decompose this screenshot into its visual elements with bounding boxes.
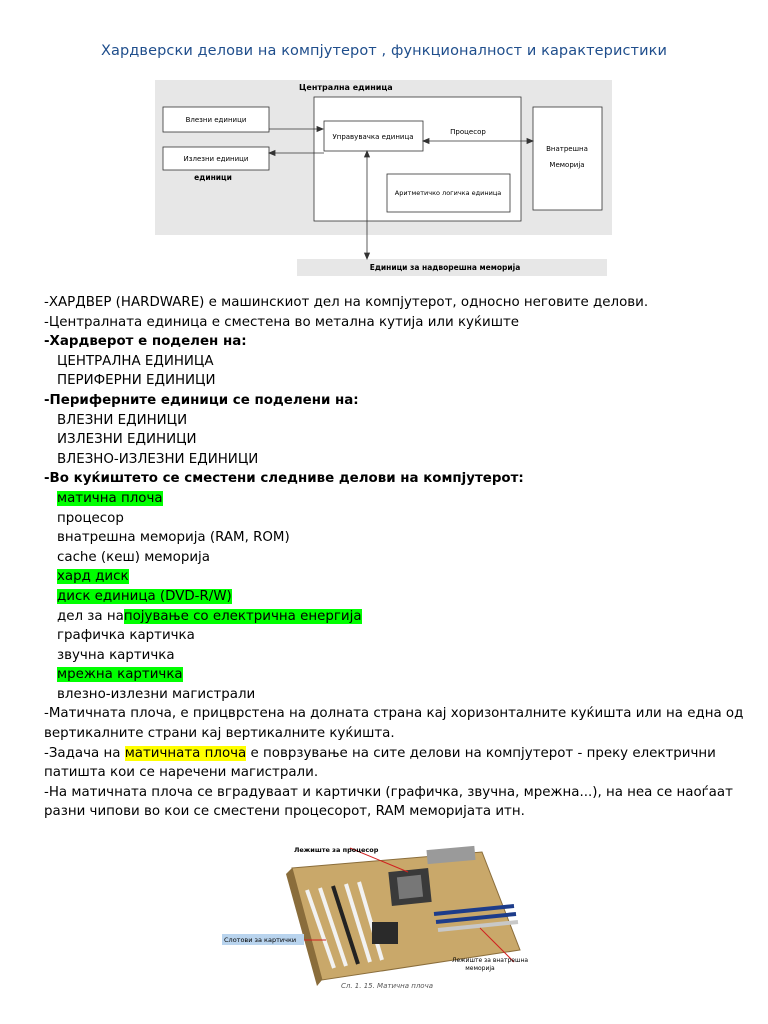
list-item: звучна картичка [57, 647, 175, 663]
list-item: ВЛЕЗНИ ЕДИНИЦИ [57, 412, 188, 428]
slots-label: Слотови за картички [224, 936, 297, 944]
paragraph: -ХАРДВЕР (HARDWARE) е машинскиот дел на компјутерот, односно неговите делови. [44, 295, 649, 310]
list-item [44, 489, 756, 509]
paragraph: -На матичната плоча се вградуваат и картички (графичка, звучна, мрежна...), на неа се наоѓаат разни чипови во кои се сместени процесорот, RAM меморијата итн. [44, 784, 733, 820]
control-unit-label: Управувачка единица [332, 133, 414, 141]
section-heading: -Периферните единици се поделени на: [44, 392, 359, 408]
output-units-label: Излезни единици [183, 155, 249, 163]
chipset [372, 922, 398, 944]
list-item [44, 587, 756, 607]
list-item-text: дел за на [57, 608, 124, 624]
paragraph-text: -Задача на [44, 745, 125, 761]
paragraph-text: е поврзување на сите делови на компјутерот - преку електрични патишта кои се наречени магистрали. [44, 745, 716, 781]
highlighted-text: појување со електрична енергија [123, 608, 362, 624]
section-heading: -Хардверот е поделен на: [44, 334, 247, 350]
list-item: графичка картичка [57, 628, 195, 644]
internal-memory-label-1: Внатрешна [546, 145, 588, 153]
paragraph: -Централната единица е сместена во метална кутија или куќиште [44, 314, 520, 330]
internal-memory-label-2: Меморија [549, 161, 585, 169]
memory-slot-label-2: меморија [465, 965, 495, 972]
external-memory-label: Единици за надворешна меморија [369, 263, 521, 272]
computer-block-diagram [0, 0, 768, 290]
highlighted-text: диск единица (DVD-R/W) [57, 588, 232, 604]
cpu-socket-label: Лежиште за процесор [294, 846, 379, 854]
list-item: ИЗЛЕЗНИ ЕДИНИЦИ [57, 432, 197, 448]
internal-memory-box [533, 107, 602, 210]
cpu-socket-inner [397, 875, 423, 899]
figure-caption: Сл. 1. 15. Матична плоча [340, 982, 434, 990]
paragraph [44, 744, 756, 783]
highlighted-text: матична плоча [57, 490, 163, 506]
list-item: cache (кеш) меморија [57, 549, 210, 565]
list-item [44, 607, 756, 627]
list-item: ВЛЕЗНО-ИЗЛЕЗНИ ЕДИНИЦИ [57, 451, 259, 467]
highlighted-text: хард диск [57, 569, 129, 585]
motherboard-figure [222, 830, 532, 1020]
list-item: процесор [57, 510, 124, 526]
units-label: единици [194, 173, 232, 182]
input-units-label: Влезни единици [185, 116, 247, 124]
alu-label: Аритметичко логичка единица [394, 189, 502, 197]
page-title: Хардверски делови на компјутерот , функционалност и карактеристики [100, 43, 668, 59]
paragraph: -Матичната плоча, е прицврстена на долната страна кај хоризонталните куќишта или на една од вертикалните страни кај вертикалните куќишта. [44, 706, 744, 742]
central-unit-label: Централна единица [299, 83, 393, 92]
section-heading: -Во куќиштето се сместени следниве делови на компјутерот: [44, 471, 524, 487]
list-item: ЦЕНТРАЛНА ЕДИНИЦА [57, 353, 214, 369]
memory-slot-label-1: Лежиште за внатрешна [451, 957, 529, 964]
list-item [44, 567, 756, 587]
list-item [44, 665, 756, 685]
highlighted-text: матичната плоча [124, 745, 247, 761]
processor-label: Процесор [450, 128, 486, 136]
highlighted-text: мрежна картичка [57, 667, 183, 683]
document-body [44, 293, 756, 822]
list-item: влезно-излезни магистрали [57, 686, 256, 702]
list-item: ПЕРИФЕРНИ ЕДИНИЦИ [57, 373, 216, 389]
list-item: внатрешна меморија (RAM, ROM) [57, 530, 290, 546]
